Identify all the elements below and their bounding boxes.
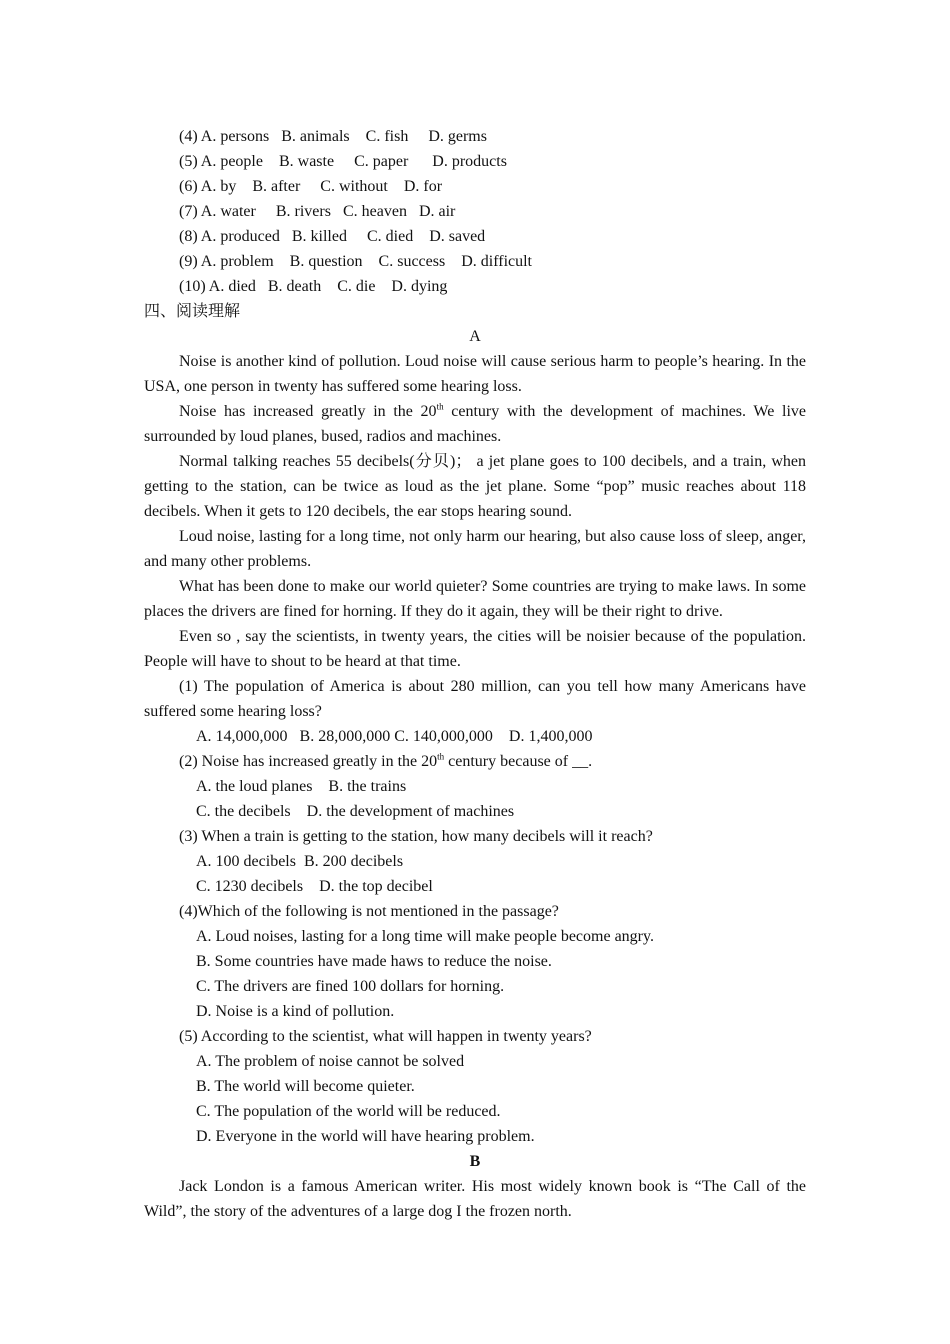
question-2-stem bbox=[144, 749, 806, 774]
question-5-option-a: A. The problem of noise cannot be solved bbox=[196, 1053, 465, 1070]
question-5-stem: (5) According to the scientist, what will happen in twenty years? bbox=[179, 1028, 592, 1045]
section-heading: 四、阅读理解 bbox=[144, 303, 241, 320]
question-5-option-c: C. The population of the world will be reduced. bbox=[196, 1103, 501, 1120]
cloze-option-line: (7) A. water B. rivers C. heaven D. air bbox=[179, 203, 456, 220]
paragraph-text: Noise has increased greatly in the 20 bbox=[179, 403, 437, 420]
passage-a-paragraph-1: Noise is another kind of pollution. Loud noise will cause serious harm to people’s hearing. In the USA, one person in twenty has suffered some hearing loss. bbox=[144, 353, 806, 395]
passage-a-paragraph-6: Even so , say the scientists, in twenty years, the cities will be noisier because of the population. People will have to shout to be heard at that time. bbox=[144, 628, 806, 670]
question-3-options: C. 1230 decibels D. the top decibel bbox=[196, 878, 433, 895]
question-text: (2) Noise has increased greatly in the 20 bbox=[179, 753, 438, 770]
superscript: th bbox=[437, 751, 445, 762]
passage-b-label: B bbox=[469, 1153, 481, 1170]
question-3-options: A. 100 decibels B. 200 decibels bbox=[196, 853, 404, 870]
passage-a-label: A bbox=[469, 328, 481, 345]
cloze-option-line: (9) A. problem B. question C. success D. difficult bbox=[179, 253, 532, 270]
question-5-option-d: D. Everyone in the world will have hearing problem. bbox=[196, 1128, 535, 1145]
passage-a-paragraph-2 bbox=[144, 399, 806, 449]
passage-a-paragraph-5: What has been done to make our world quieter? Some countries are trying to make laws. In some places the drivers are fined for horning. If they do it again, they will be their right to drive. bbox=[144, 578, 806, 620]
passage-b-paragraph-1: Jack London is a famous American writer. His most widely known book is “The Call of the Wild”, the story of the adventures of a large dog I the frozen north. bbox=[144, 1178, 806, 1220]
passage-a-paragraph-3: Normal talking reaches 55 decibels(分贝)； a jet plane goes to 100 decibels, and a train, when getting to the station, can be twice as loud as the jet plane. Some “pop” music reaches about 118 decibels. When it gets to 120 decibels, the ear stops hearing sound. bbox=[144, 453, 806, 520]
cloze-option-line: (4) A. persons B. animals C. fish D. germs bbox=[179, 128, 487, 145]
question-4-option-c: C. The drivers are fined 100 dollars for horning. bbox=[196, 978, 505, 995]
question-4-option-b: B. Some countries have made haws to reduce the noise. bbox=[196, 953, 552, 970]
superscript: th bbox=[436, 401, 444, 412]
question-1-stem: (1) The population of America is about 280 million, can you tell how many Americans have suffered some hearing loss? bbox=[144, 678, 806, 720]
cloze-option-line: (5) A. people B. waste C. paper D. products bbox=[179, 153, 507, 170]
cloze-option-line: (8) A. produced B. killed C. died D. saved bbox=[179, 228, 486, 245]
document-body bbox=[144, 124, 806, 1224]
paragraph-text: century with the development of machines. We live surrounded by loud planes, bused, radios and machines. bbox=[144, 403, 806, 445]
passage-a-paragraph-4: Loud noise, lasting for a long time, not only harm our hearing, but also cause loss of sleep, anger, and many other problems. bbox=[144, 528, 806, 570]
question-text: century because of __. bbox=[444, 753, 593, 770]
question-3-stem: (3) When a train is getting to the station, how many decibels will it reach? bbox=[179, 828, 653, 845]
question-4-option-a: A. Loud noises, lasting for a long time will make people become angry. bbox=[196, 928, 654, 945]
question-4-stem: (4)Which of the following is not mentioned in the passage? bbox=[179, 903, 559, 920]
question-4-option-d: D. Noise is a kind of pollution. bbox=[196, 1003, 395, 1020]
cloze-option-line: (6) A. by B. after C. without D. for bbox=[179, 178, 443, 195]
question-2-options: A. the loud planes B. the trains bbox=[196, 778, 407, 795]
question-5-option-b: B. The world will become quieter. bbox=[196, 1078, 415, 1095]
question-1-options: A. 14,000,000 B. 28,000,000 C. 140,000,000 D. 1,400,000 bbox=[196, 728, 593, 745]
question-2-options: C. the decibels D. the development of machines bbox=[196, 803, 515, 820]
cloze-option-line: (10) A. died B. death C. die D. dying bbox=[179, 278, 448, 295]
